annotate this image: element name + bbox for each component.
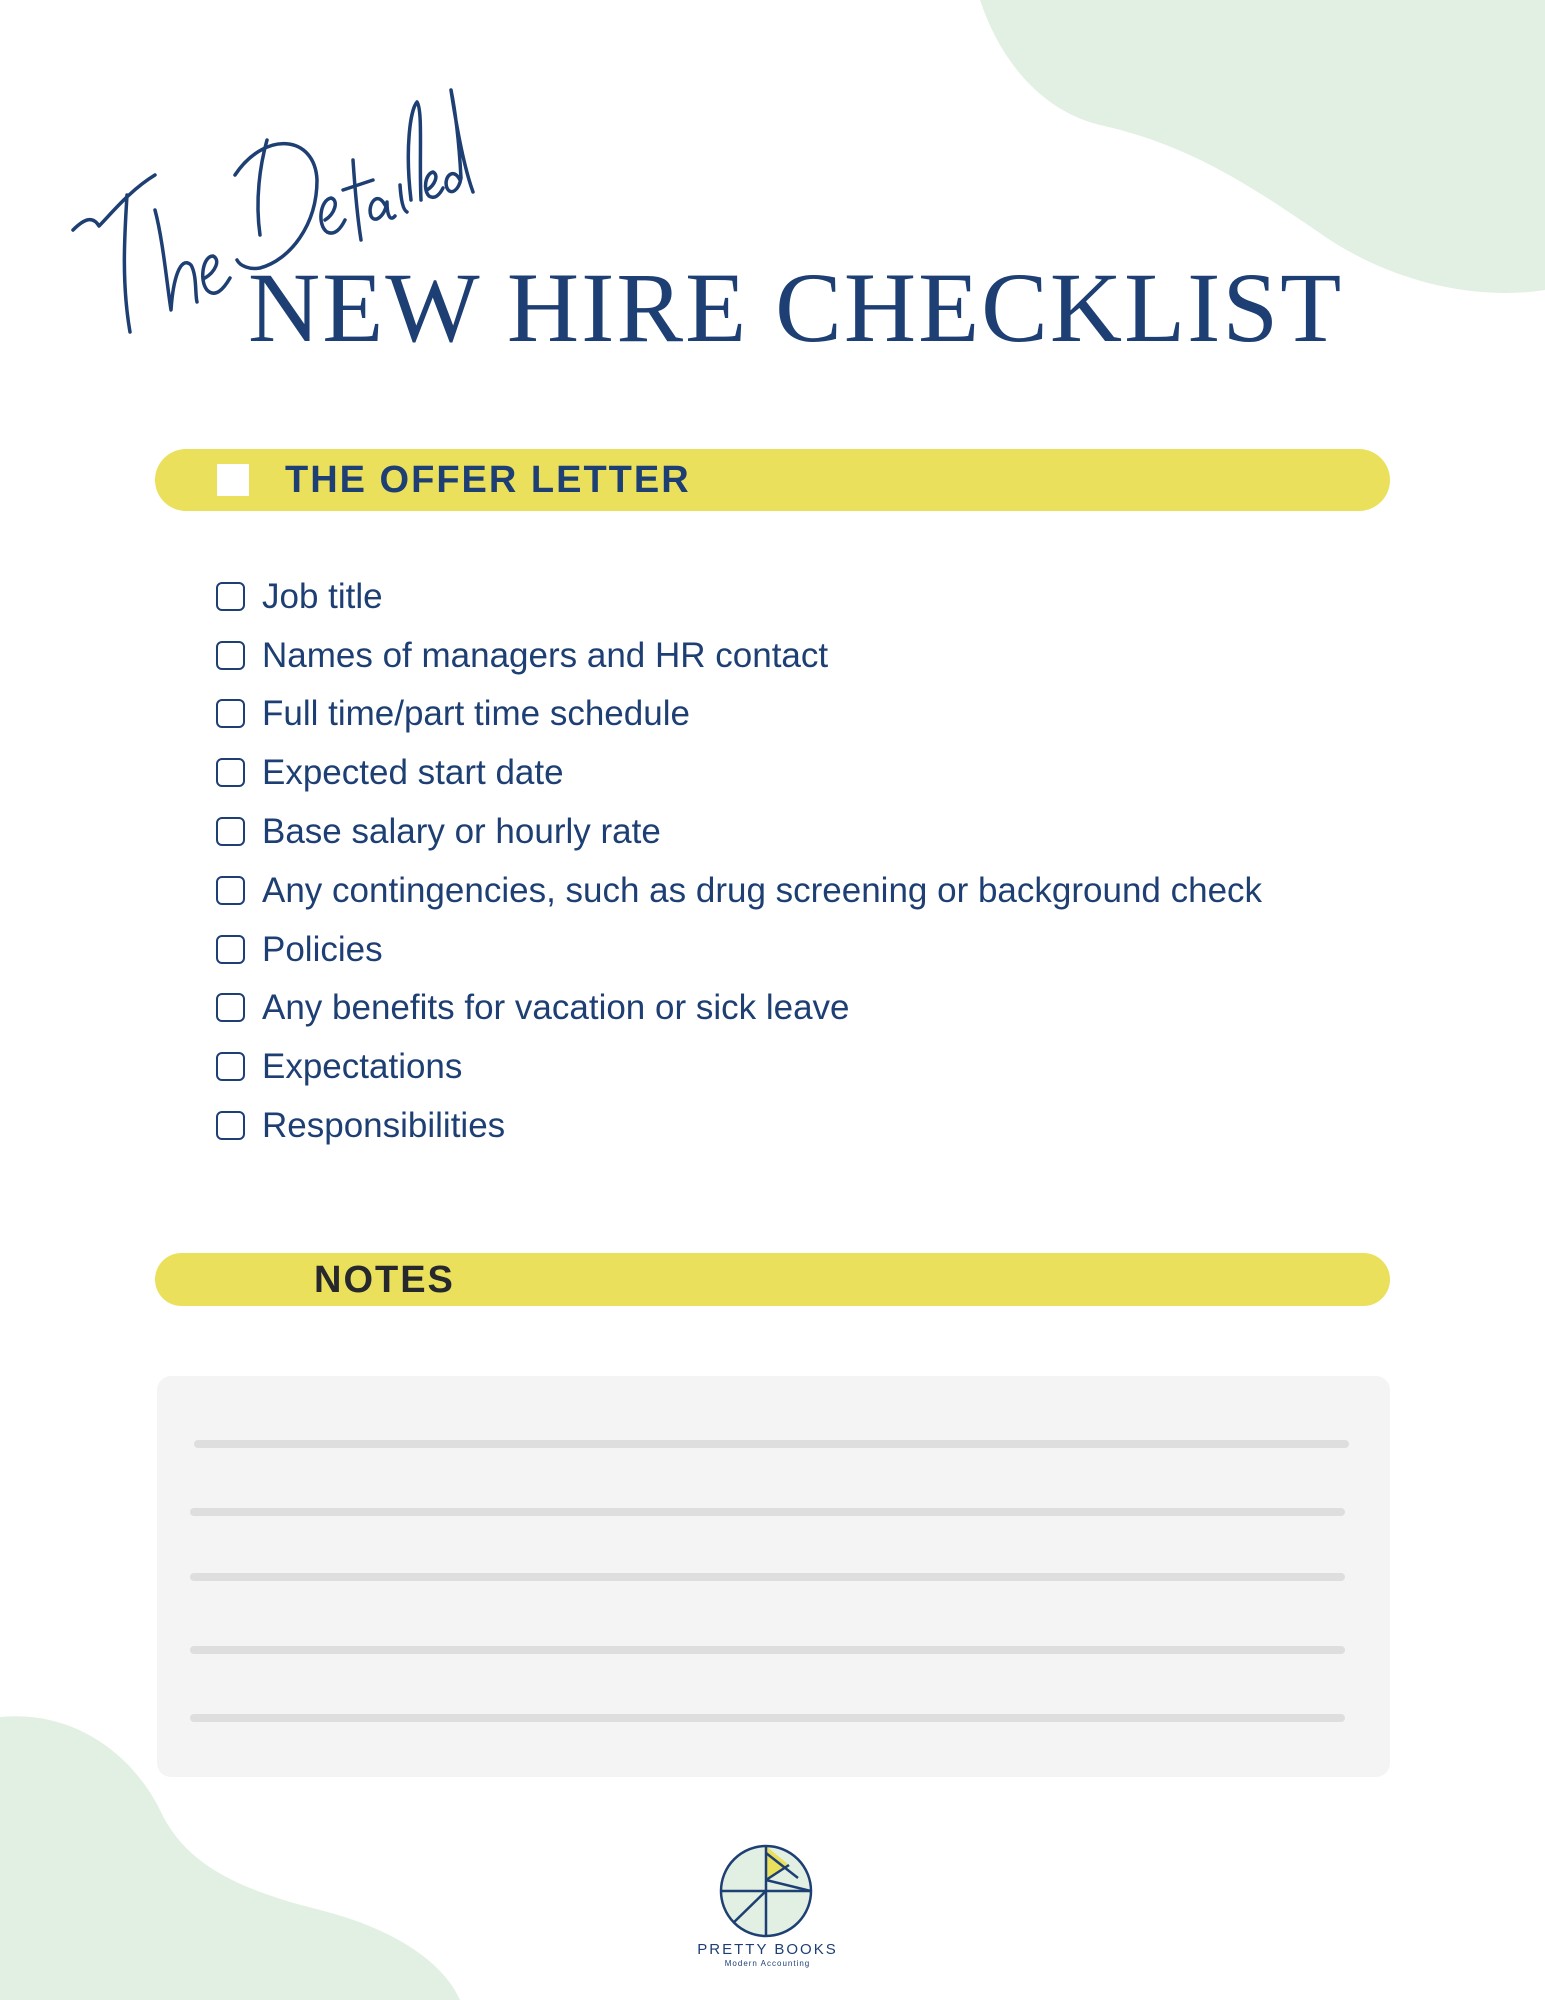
checklist-item-label: Base salary or hourly rate [262,812,661,852]
note-line[interactable] [190,1573,1345,1581]
checklist-item-label: Expectations [262,1047,463,1087]
checklist-item[interactable] [216,626,1262,685]
checkbox[interactable] [216,699,245,728]
checklist-item[interactable] [216,685,1262,744]
checklist-item-label: Names of managers and HR contact [262,635,829,675]
checklist-item[interactable] [216,920,1262,979]
offer-letter-section-header [155,449,1390,511]
note-line[interactable] [190,1714,1345,1722]
checklist-item-label: Any benefits for vacation or sick leave [262,988,850,1028]
checkbox[interactable] [216,876,245,905]
brand-tagline: Modern Accounting [724,1959,811,1968]
note-line[interactable] [194,1440,1349,1448]
checkbox[interactable] [216,1111,245,1140]
checklist-item[interactable] [216,567,1262,626]
checklist-item-label: Job title [262,576,383,616]
offer-letter-checklist [216,567,1262,1155]
checklist-item[interactable] [216,979,1262,1038]
checkbox[interactable] [216,641,245,670]
checklist-item[interactable] [216,1096,1262,1155]
checklist-item-label: Policies [262,929,383,969]
checkbox[interactable] [216,582,245,611]
brand-name: PRETTY BOOKS [697,1941,838,1958]
note-line[interactable] [190,1508,1345,1516]
section-checkbox-icon [217,464,249,496]
pretty-books-logo-icon [718,1843,814,1939]
checkbox[interactable] [216,758,245,787]
checkbox[interactable] [216,993,245,1022]
note-line[interactable] [190,1646,1345,1654]
checklist-item-label: Responsibilities [262,1106,506,1146]
checklist-item-label: Any contingencies, such as drug screening or background check [262,870,1263,910]
checklist-item[interactable] [216,1037,1262,1096]
checklist-item[interactable] [216,861,1262,920]
checkbox[interactable] [216,817,245,846]
notes-section-header [155,1253,1390,1306]
notes-area[interactable] [157,1376,1390,1777]
checklist-item-label: Expected start date [262,753,564,793]
page-title: NEW HIRE CHECKLIST [248,252,1344,363]
checklist-item[interactable] [216,743,1262,802]
checklist-item-label: Full time/part time schedule [262,694,690,734]
notes-section-title: NOTES [314,1259,455,1301]
offer-letter-section-title: THE OFFER LETTER [285,459,691,501]
checklist-item[interactable] [216,802,1262,861]
checkbox[interactable] [216,1052,245,1081]
checkbox[interactable] [216,935,245,964]
